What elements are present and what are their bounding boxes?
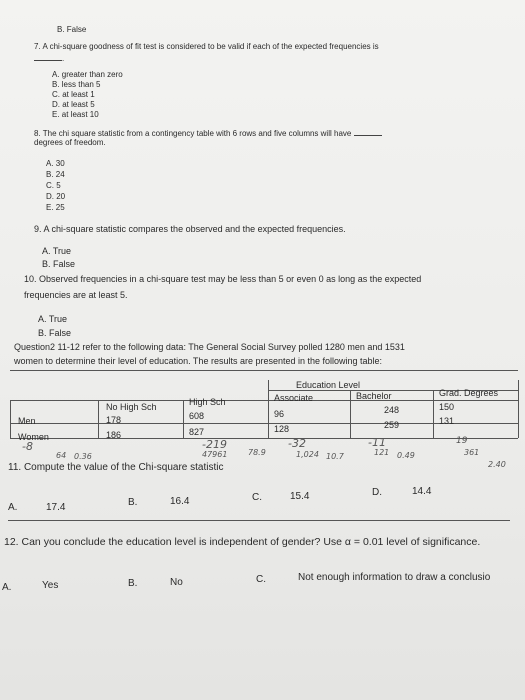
q12-option-b-value: No <box>170 577 183 588</box>
q7-option-a: A. greater than zero <box>52 70 123 79</box>
q11-option-b-letter[interactable]: B. <box>128 497 138 508</box>
cell-women-bachelor: 259 <box>384 420 400 430</box>
note-2: 64 <box>56 451 67 460</box>
note-9: 10.7 <box>326 452 344 461</box>
question2-line2: women to determine their level of education. The results are presented in the following table: <box>14 356 383 366</box>
cell-women-grad-degrees: 131 <box>439 416 455 426</box>
q12-stem: 12. Can you conclude the education level is independent of gender? Use α = 0.01 level of significance. <box>4 536 481 548</box>
note-12: 0.49 <box>397 451 415 460</box>
q8-option-e: E. 25 <box>46 203 65 212</box>
row-label-men: Men <box>18 416 36 426</box>
note-7: -32 <box>288 437 306 450</box>
table-group-header: Education Level <box>296 380 361 390</box>
col-header-no-high-sch: No High Sch <box>106 402 157 412</box>
q10-stem-line1: 10. Observed frequencies in a chi-square test may be less than 5 or even 0 as long as the expected <box>24 274 422 284</box>
q8-option-c: C. 5 <box>46 181 61 190</box>
q11-option-c-value: 15.4 <box>290 491 310 502</box>
q7-option-d: D. at least 5 <box>52 100 95 109</box>
col-header-high-sch: High Sch <box>189 397 226 407</box>
q9-option-a: A. True <box>42 246 72 256</box>
q10-option-b: B. False <box>38 328 72 338</box>
question2-line1: Question2 11-12 refer to the following data: The General Social Survey polled 1280 men and 1531 <box>14 342 405 352</box>
q7-stem: 7. A chi-square goodness of fit test is considered to be valid if each of the expected frequencies is <box>34 42 379 51</box>
cell-women-associate: 128 <box>274 424 290 434</box>
q7-option-e: E. at least 10 <box>52 110 99 119</box>
col-header-associate: Associate <box>274 393 314 403</box>
q11-stem: 11. Compute the value of the Chi-square statistic <box>8 462 224 473</box>
q12-option-c-letter[interactable]: C. <box>256 574 266 585</box>
q11-option-c-letter[interactable]: C. <box>252 492 262 503</box>
note-14: 361 <box>464 448 480 457</box>
note-1: -8 <box>22 440 33 453</box>
note-3: 0.36 <box>74 452 92 461</box>
q10-option-a: A. True <box>38 314 68 324</box>
cell-men-bachelor: 248 <box>384 405 400 415</box>
q11-option-d-value: 14.4 <box>412 486 432 497</box>
q12-option-a-letter[interactable]: A. <box>2 582 12 593</box>
cell-men-no-high-sch: 178 <box>106 415 122 425</box>
q11-option-a-value: 17.4 <box>46 502 66 513</box>
q8-option-b: B. 24 <box>46 170 65 179</box>
cell-men-associate: 96 <box>274 409 285 419</box>
col-header-bachelor: Bachelor <box>356 391 392 401</box>
q8-option-d: D. 20 <box>46 192 66 201</box>
top-fragment: B. False <box>57 25 87 34</box>
col-header-grad-degrees: Grad. Degrees <box>439 388 499 398</box>
q8-stem-line1: 8. The chi square statistic from a contingency table with 6 rows and five columns will have <box>34 127 382 138</box>
q11-option-d-letter[interactable]: D. <box>372 487 382 498</box>
q12-option-a-value: Yes <box>42 580 59 591</box>
q8-option-a: A. 30 <box>46 159 65 168</box>
q11-option-b-value: 16.4 <box>170 496 190 507</box>
cell-men-grad-degrees: 150 <box>439 402 455 412</box>
q9-stem: 9. A chi-square statistic compares the observed and the expected frequencies. <box>34 224 346 234</box>
note-6: 78.9 <box>248 448 266 457</box>
q10-stem-line2: frequencies are at least 5. <box>24 290 128 300</box>
q7-option-c: C. at least 1 <box>52 90 95 99</box>
note-10: -11 <box>368 436 386 449</box>
divider <box>8 520 510 521</box>
q8-stem-line2: degrees of freedom. <box>34 138 106 147</box>
note-11: 121 <box>374 448 390 457</box>
note-13: 19 <box>456 436 468 446</box>
q12-option-c-value: Not enough information to draw a conclusio <box>298 572 491 583</box>
note-4: -219 <box>202 438 227 451</box>
q11-option-a-letter[interactable]: A. <box>8 502 18 513</box>
row-label-women: Women <box>18 432 49 442</box>
note-5: 47961 <box>202 450 228 459</box>
q7-blank: . <box>34 52 64 63</box>
note-15: 2.40 <box>488 460 506 469</box>
q9-option-b: B. False <box>42 259 76 269</box>
q12-option-b-letter[interactable]: B. <box>128 578 138 589</box>
cell-women-high-sch: 827 <box>189 427 205 437</box>
cell-women-no-high-sch: 186 <box>106 430 122 440</box>
q7-option-b: B. less than 5 <box>52 80 101 89</box>
cell-men-high-sch: 608 <box>189 411 205 421</box>
note-8: 1,024 <box>296 450 319 459</box>
